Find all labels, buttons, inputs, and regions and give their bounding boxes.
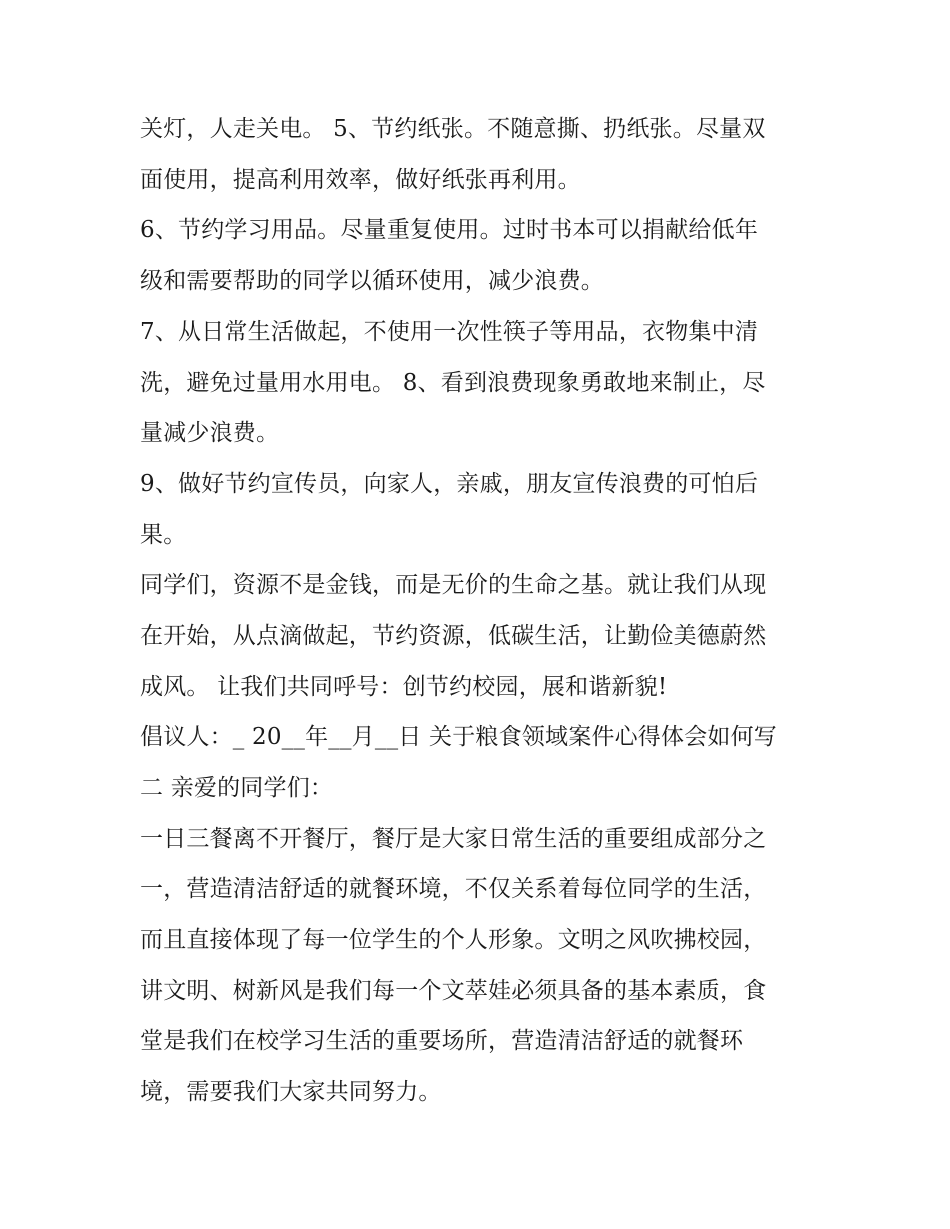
text-line: 一日三餐离不开餐厅，餐厅是大家日常生活的重要组成部分之 — [140, 826, 767, 852]
text-line: 一，营造清洁舒适的就餐环境，不仅关系着每位同学的生活， — [140, 876, 767, 902]
text-line: 倡议人：_ 20__年__月__日 关于粮食领域案件心得体会如何写 — [140, 724, 777, 750]
text-line: 果。 — [140, 522, 187, 548]
text-line: 6、节约学习用品。尽量重复使用。过时书本可以捐献给低年 — [140, 217, 759, 243]
text-line: 9、做好节约宣传员，向家人，亲戚，朋友宣传浪费的可怕后 — [140, 471, 759, 497]
text-line: 关灯，人走关电。 5、节约纸张。不随意撕、扔纸张。尽量双 — [140, 116, 766, 142]
text-line: 讲文明、树新风是我们每一个文萃娃必须具备的基本素质，食 — [140, 978, 767, 1004]
text-line: 堂是我们在校学习生活的重要场所，营造清洁舒适的就餐环 — [140, 1028, 744, 1054]
text-line: 面使用，提高利用效率，做好纸张再利用。 — [140, 167, 581, 193]
text-line: 而且直接体现了每一位学生的个人形象。文明之风吹拂校园， — [140, 927, 767, 953]
text-line: 洗，避免过量用水用电。 8、看到浪费现象勇敢地来制止，尽 — [140, 370, 766, 396]
text-line: 二 亲爱的同学们： — [140, 775, 334, 801]
text-line: 在开始，从点滴做起，节约资源，低碳生活，让勤俭美德蔚然 — [140, 623, 767, 649]
text-line: 同学们，资源不是金钱，而是无价的生命之基。就让我们从现 — [140, 572, 767, 598]
text-line: 成风。 让我们共同呼号：创节约校园，展和谐新貌! — [140, 674, 668, 700]
text-line: 7、从日常生活做起，不使用一次性筷子等用品，衣物集中清 — [140, 319, 759, 345]
text-line: 级和需要帮助的同学以循环使用，减少浪费。 — [140, 268, 604, 294]
text-line: 境，需要我们大家共同努力。 — [140, 1079, 442, 1105]
text-line: 量减少浪费。 — [140, 420, 280, 446]
